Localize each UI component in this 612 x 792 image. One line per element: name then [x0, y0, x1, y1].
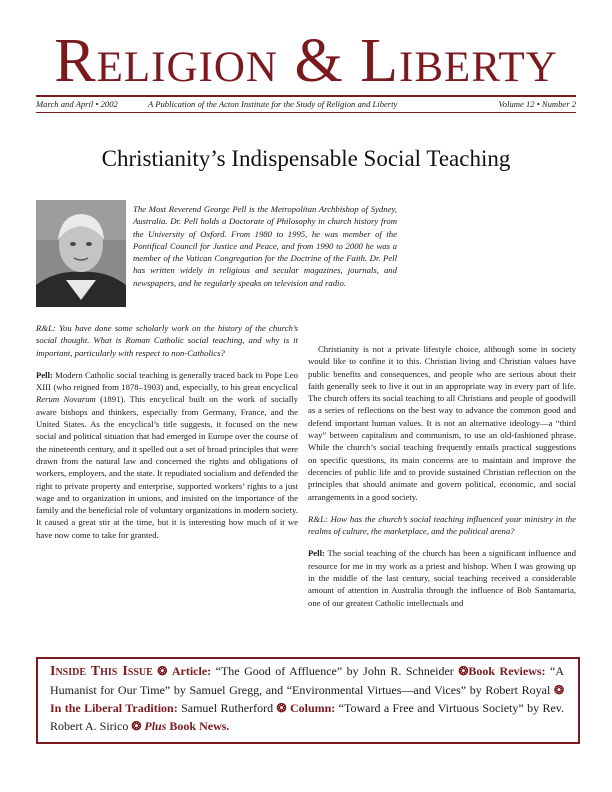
inside-book-news: Book News.: [166, 719, 230, 733]
answer-2-text: The social teaching of the church has been a significant influence and resource for me in my work as a priest and bishop. When I was growing up in the middle of the last century, social teaching received a considerable amount of attention in Australia through the influence of Bob Santamaria, one of our greatest Catholic intellectuals and: [308, 548, 576, 608]
author-bio: The Most Reverend George Pell is the Metropolitan Archbishop of Sydney, Australia. Dr. Pell holds a Doctorate of Philosophy in church history from the University of Oxford. From 1980 to 1995, he was member of the Pontifical Council for Justice and Peace, and from 1990 to 2000 he was a member of the Vatican Congregation for the Doctrine of the Faith. Dr. Pell has written widely in religious and secular magazines, journals, and newspapers, and he regularly speaks on television and radio.: [133, 204, 397, 288]
masthead-rule-bottom: [36, 112, 576, 113]
inside-book-reviews-text: “A Humanist for Our Time” by Samuel Gregg, and “Environmental Virtues—and Vices” by Robert Royal: [50, 664, 565, 697]
masthead-meta: [36, 99, 576, 111]
inside-this-issue-text: [50, 662, 564, 735]
publication-tagline: A Publication of the Acton Institute for the Study of Religion and Liberty: [148, 99, 398, 109]
masthead-title: Religion & Liberty: [54, 27, 558, 95]
answer-1-part-2: (1891). This encyclical built on the work of socially aware bishops and thinkers, especially from Germany, France, and the United States. As the encyclical’s title suggests, it focused on the new social and political situation that had emerged in Europe over the course of the nineteenth century, and it spelled out a set of broad principles that were drawn from the natural law and concerned the rights and obligations of workers, employers, and the state. It repudiated socialism and defended the right to private property and enterprise, supported workers’ rights to a just wage and to organization in unions, and insisted on the importance of the family and the beneficial role of voluntary organizations in modern society. It caused a great stir at the time, but it is interesting how much of it we have now come to take for granted.: [36, 394, 299, 540]
inside-book-reviews-label: Book Reviews:: [468, 664, 546, 678]
question-1: R&L: You have done some scholarly work on the history of the church’s social thought. What is Roman Catholic social teaching, and why is it important, particularly with respect to non-Catholics?: [36, 323, 298, 358]
article-column-1: [36, 322, 298, 541]
speaker-label-2: Pell:: [308, 548, 325, 559]
inside-column-text: “Toward a Free and Virtuous Society” by Rev. Robert A. Sirico: [50, 701, 565, 733]
inside-article-label: Article:: [171, 664, 212, 678]
inside-liberal-tradition-label: In the Liberal Tradition:: [50, 701, 178, 715]
inside-plus-label: Plus: [144, 719, 167, 733]
masthead-rule-top: [36, 95, 576, 97]
inside-article-text: “The Good of Affluence” by John R. Schneider: [211, 664, 459, 678]
article-title: Christianity’s Indispensable Social Teaching: [101, 146, 511, 171]
encyclical-title: Rerum Novarum: [36, 394, 96, 405]
ornament-icon: ❂: [458, 664, 469, 678]
issue-date: March and April • 2002: [36, 99, 118, 109]
inside-heading: Inside This Issue: [50, 664, 153, 679]
ornament-icon: ❂: [131, 719, 142, 733]
ornament-icon: ❂: [157, 664, 168, 678]
answer-1: [36, 369, 298, 541]
question-2: R&L: How has the church’s social teaching influenced your ministry in the realms of culture, the marketplace, and the political arena?: [308, 513, 576, 537]
article-column-2: [308, 205, 576, 609]
ornament-icon: ❂: [276, 701, 287, 715]
ornament-icon: ❂: [553, 683, 564, 697]
answer-1-part-1: Modern Catholic social teaching is generally traced back to Pope Leo XIII (who reigned from 1878–1903) and, especially, to his great encyclical: [36, 369, 298, 393]
paragraph-2: Christianity is not a private lifestyle choice, although some in society would like to confine it to this. Christian living and Christian values have public benefits and consequences, and people who are serious about their faith generally seek to live it out in an appropriate way in every part of life. The church offers its social teaching to all Christians and people of goodwill as a series of reflections on the best way to advance the common good and defend important human values. It is not an alternative ideology—a “third way” between capitalism and communism, to use an old-fashioned phrase. While the church’s social teaching frequently entails practical suggestions on specific questions, its main concerns are to maintain and improve the decencies of public life and to provide sustained Christian reflection on the principles that should animate and govern political, economic, and social arrangements in a good society.: [308, 344, 576, 502]
inside-column-label: Column:: [289, 701, 336, 715]
inside-liberal-tradition-text: Samuel Rutherford: [177, 701, 277, 715]
volume-number: Volume 12 • Number 2: [498, 99, 576, 109]
speaker-label: Pell:: [36, 369, 53, 380]
answer-2: [308, 547, 576, 608]
author-photo: [36, 200, 126, 307]
